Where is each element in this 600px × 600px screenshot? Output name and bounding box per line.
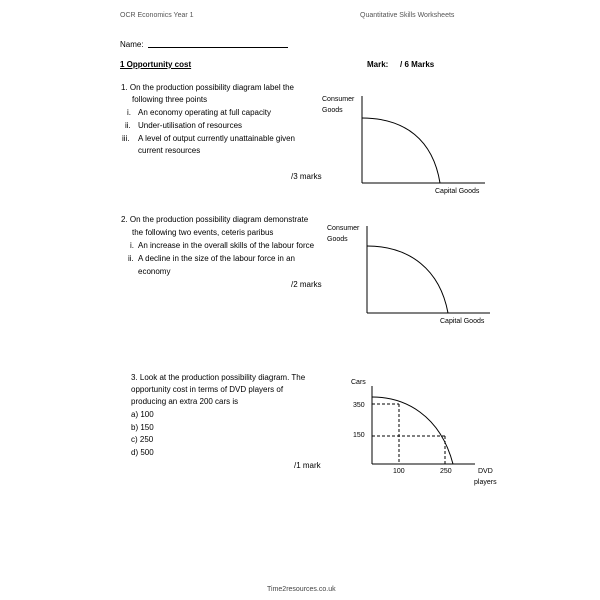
q2-marks: /2 marks: [291, 280, 322, 289]
q3-x-label-1: DVD: [478, 468, 493, 475]
q1-y-label-2: Goods: [322, 107, 343, 114]
q2-y-label-1: Consumer: [327, 225, 360, 232]
q2-item-2-text: A decline in the size of the labour force in an: [138, 254, 295, 263]
header-left: OCR Economics Year 1: [120, 12, 194, 19]
q3-line-2: opportunity cost in terms of DVD players of: [131, 385, 284, 394]
q2-item-1-text: An increase in the overall skills of the labour force: [138, 241, 315, 250]
q3-marks: /1 mark: [294, 461, 321, 470]
q3-line-1: 3. Look at the production possibility diagram. The: [131, 373, 306, 382]
q3-option-d[interactable]: d) 500: [131, 448, 154, 457]
q3-y-tick-350: 350: [353, 402, 365, 409]
footer-site: Time2resources.co.uk: [267, 586, 336, 593]
q3-option-b[interactable]: b) 150: [131, 423, 154, 432]
q2-y-label-2: Goods: [327, 236, 348, 243]
q3-x-tick-100: 100: [393, 468, 405, 475]
q2-line-2: the following two events, ceteris paribus: [132, 228, 274, 237]
q3-y-label: Cars: [351, 379, 366, 386]
q1-ppf-curve: [362, 118, 440, 183]
q1-item-2-num: ii.: [125, 121, 131, 130]
q3-option-c[interactable]: c) 250: [131, 435, 154, 444]
q3-ppf-diagram: [372, 386, 475, 464]
q1-item-2-text: Under-utilisation of resources: [138, 121, 243, 130]
q1-item-3-cont: current resources: [138, 146, 201, 155]
q1-item-1-num: i.: [127, 108, 131, 117]
q1-item-3-text: A level of output currently unattainable given: [138, 134, 295, 143]
q2-line-1: 2. On the production possibility diagram demonstrate: [121, 215, 309, 224]
q2-item-2-num: ii.: [128, 254, 134, 263]
mark-label: Mark:: [367, 60, 389, 69]
mark-value: / 6 Marks: [400, 60, 435, 69]
q3-x-label-2: players: [474, 479, 497, 486]
q1-y-label-1: Consumer: [322, 96, 355, 103]
q2-item-1-num: i.: [130, 241, 134, 250]
q3-y-tick-150: 150: [353, 432, 365, 439]
q3-ppf-curve: [372, 397, 453, 464]
q2-ppf-curve: [367, 246, 448, 313]
section-title: 1 Opportunity cost: [120, 60, 192, 69]
q2-item-2-cont: economy: [138, 267, 171, 276]
q3-x-tick-250: 250: [440, 468, 452, 475]
q2-ppf-diagram[interactable]: [367, 226, 490, 313]
q1-x-label: Capital Goods: [435, 188, 480, 195]
q3-line-3: producing an extra 200 cars is: [131, 397, 239, 406]
name-label: Name:: [120, 40, 144, 49]
q3-option-a[interactable]: a) 100: [131, 410, 154, 419]
q1-item-3-num: iii.: [122, 134, 130, 143]
q1-marks: /3 marks: [291, 172, 322, 181]
q1-line-1: 1. On the production possibility diagram label the: [121, 83, 294, 92]
q1-line-2: following three points: [132, 95, 208, 104]
header-right: Quantitative Skills Worksheets: [360, 12, 455, 19]
q1-item-1-text: An economy operating at full capacity: [138, 108, 271, 117]
q1-ppf-diagram[interactable]: [362, 96, 485, 183]
q2-x-label: Capital Goods: [440, 318, 485, 325]
